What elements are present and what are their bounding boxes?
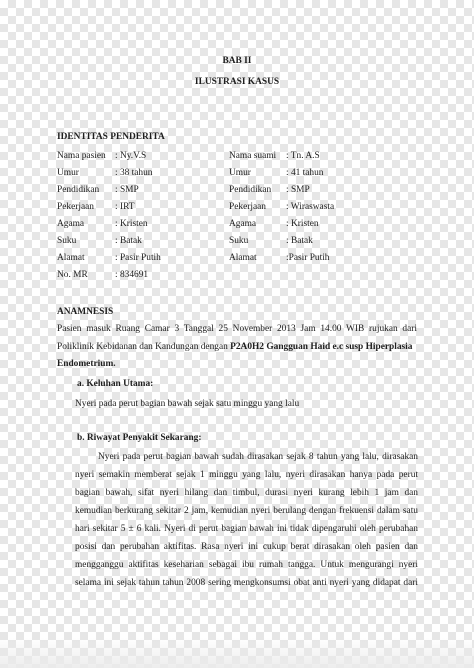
identity-left-value: : Ny.V.S (115, 151, 147, 161)
identity-left-value: : 38 tahun (115, 168, 153, 178)
identity-left-label: Pendidikan (57, 185, 100, 195)
identity-left-value: : Batak (115, 236, 142, 246)
identity-left-label: Agama (57, 219, 85, 229)
identity-left-value: : Kristen (115, 219, 148, 229)
identity-left-value: : SMP (115, 185, 139, 195)
identity-right-label: Alamat (229, 253, 257, 263)
identity-left-value: : IRT (115, 202, 135, 212)
riwayat-heading: b. Riwayat Penyakit Sekarang: (77, 433, 202, 443)
identity-left-label: Umur (57, 168, 79, 178)
identity-right-value: : Wiraswasta (286, 202, 335, 212)
diagnosis-text: P2A0H2 Gangguan Haid e.c susp Hiperplasia (230, 342, 413, 352)
riwayat-line: posisi dan perubahan aktifitas. Rasa nyeri ini cukup berat dirasakan oleh pasien dan (75, 542, 418, 552)
identity-right-label: Pendidikan (229, 185, 272, 195)
identity-right-label: Pekerjaan (229, 202, 266, 212)
anamnesis-heading: ANAMNESIS (57, 307, 114, 317)
riwayat-line: selama ini sejak tahun tahun 2008 sering mengkonsumsi obat anti nyeri yang didapat dari (75, 578, 418, 588)
identity-right-value: : Batak (286, 236, 313, 246)
anamnesis-line: Pasien masuk Ruang Camar 3 Tanggal 25 November 2013 Jam 14.00 WIB rujukan dari (57, 324, 417, 334)
anamnesis-line (57, 341, 412, 353)
identity-right-value: :Pasir Putih (286, 253, 330, 263)
riwayat-line: nyeri semakin memberat sejak 1 minggu yang lalu, nyeri dirasakan hanya pada perut (75, 470, 418, 480)
identity-right-label: Agama (229, 219, 257, 229)
identity-left-label: Nama pasien (57, 151, 106, 161)
riwayat-line: bagian bawah, sifat nyeri hilang dan timbul, durasi nyeri kurang lebih 1 jam dan (75, 488, 418, 498)
identity-left-value: : Pasir Putih (115, 253, 161, 263)
riwayat-line: Nyeri pada perut bagian bawah sudah dirasakan sejak 8 tahun yang lalu, dirasakan (98, 452, 418, 462)
identity-left-label: Pekerjaan (57, 202, 94, 212)
diagnosis-text: Endometrium. (57, 359, 116, 369)
identity-right-label: Nama suami (229, 151, 277, 161)
riwayat-line: mengganggu aktifitas keseharian sebagai ibu rumah tangga. Untuk mengurangi nyeri (75, 560, 418, 570)
identity-left-value: : 834691 (115, 270, 149, 280)
identity-left-label: No. MR (57, 270, 88, 280)
identity-left-label: Suku (57, 236, 77, 246)
identity-right-value: : 41 tahun (286, 168, 324, 178)
riwayat-line: kemudian berkurang sekitar 2 jam, kemudian nyeri berulang dengan frekuensi dalam satu (75, 506, 418, 516)
keluhan-heading: a. Keluhan Utama: (77, 379, 154, 389)
keluhan-text: Nyeri pada perut bagian bawah sejak satu minggu yang lalu (75, 399, 300, 409)
riwayat-line: hari sekitar 5 ± 6 kali. Nyeri di perut bagian bawah ini tidak dipengaruhi oleh perubahan (75, 524, 418, 534)
identity-heading: IDENTITAS PENDERITA (57, 132, 165, 142)
bottom-fade (0, 638, 474, 668)
identity-right-value: : Tn. A.S (286, 151, 320, 161)
identity-left-label: Alamat (57, 253, 85, 263)
identity-right-label: Umur (229, 168, 251, 178)
identity-right-label: Suku (229, 236, 249, 246)
identity-right-value: : SMP (286, 185, 310, 195)
section-title: ILUSTRASI KASUS (194, 77, 280, 87)
chapter-label: BAB II (222, 56, 252, 66)
anamnesis-text: Poliklinik Kebidanan dan Kandungan dengan (57, 342, 231, 352)
identity-right-value: : Kristen (286, 219, 319, 229)
